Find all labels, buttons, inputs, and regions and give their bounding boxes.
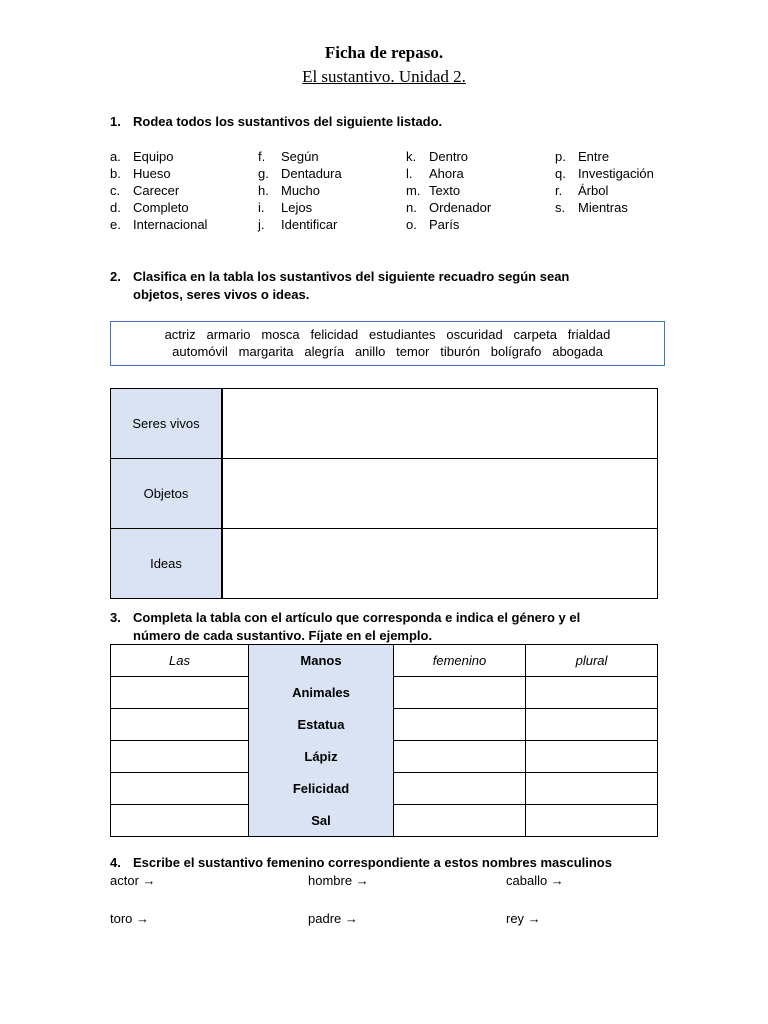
- masculine-noun-rey: rey →: [506, 911, 541, 926]
- row-label-seres-vivos: Seres vivos: [111, 389, 223, 459]
- question-4: [110, 854, 612, 872]
- classification-table: [110, 388, 658, 599]
- example-noun: Manos: [249, 645, 394, 677]
- example-gender: femenino: [394, 645, 526, 677]
- noun-cell: Estatua: [249, 709, 394, 741]
- noun-cell: Sal: [249, 805, 394, 837]
- question-text: Rodea todos los sustantivos del siguiente listado.: [133, 114, 443, 129]
- number-cell[interactable]: [526, 677, 658, 709]
- article-table: [110, 644, 658, 837]
- table-row: [111, 459, 658, 529]
- example-article: Las: [111, 645, 249, 677]
- table-row: [111, 645, 658, 677]
- question-text-line: objetos, seres vivos o ideas.: [133, 287, 310, 302]
- question-text-line: Clasifica en la tabla los sustantivos del siguiente recuadro según sean: [133, 269, 570, 284]
- table-row: [111, 805, 658, 837]
- article-cell[interactable]: [111, 677, 249, 709]
- masculine-noun-actor: actor →: [110, 873, 156, 888]
- table-row: [111, 529, 658, 599]
- article-cell[interactable]: [111, 773, 249, 805]
- question-text: Escribe el sustantivo femenino correspondiente a estos nombres masculinos: [133, 855, 612, 870]
- gender-cell[interactable]: [394, 805, 526, 837]
- number-cell[interactable]: [526, 805, 658, 837]
- answer-cell[interactable]: [222, 459, 658, 529]
- word-box-line: actriz armario mosca felicidad estudiantes oscuridad carpeta frialdad: [164, 327, 611, 342]
- question-3: [110, 609, 580, 645]
- masculine-noun-hombre: hombre →: [308, 873, 369, 888]
- number-cell[interactable]: [526, 773, 658, 805]
- worksheet-subtitle: El sustantivo. Unidad 2.: [302, 67, 466, 86]
- masculine-noun-caballo: caballo →: [506, 873, 564, 888]
- row-label-objetos: Objetos: [111, 459, 223, 529]
- article-cell[interactable]: [111, 741, 249, 773]
- gender-cell[interactable]: [394, 741, 526, 773]
- question-1: [110, 113, 442, 131]
- question-number: 4.: [110, 855, 121, 870]
- noun-cell: Felicidad: [249, 773, 394, 805]
- row-label-ideas: Ideas: [111, 529, 223, 599]
- table-row: [111, 677, 658, 709]
- noun-cell: Lápiz: [249, 741, 394, 773]
- masculine-noun-toro: toro →: [110, 911, 150, 926]
- word-box: [110, 321, 665, 366]
- example-number: plural: [526, 645, 658, 677]
- worksheet-title: Ficha de repaso.: [324, 43, 444, 62]
- word-box-line: automóvil margarita alegría anillo temor tiburón bolígrafo abogada: [172, 344, 603, 359]
- answer-cell[interactable]: [222, 389, 658, 459]
- table-row: [111, 741, 658, 773]
- gender-cell[interactable]: [394, 773, 526, 805]
- article-cell[interactable]: [111, 805, 249, 837]
- question-2: [110, 268, 569, 304]
- question-number: 1.: [110, 114, 121, 129]
- question-text-line: Completa la tabla con el artículo que corresponda e indica el género y el: [133, 610, 581, 625]
- gender-cell[interactable]: [394, 709, 526, 741]
- question-number: 3.: [110, 610, 121, 625]
- gender-cell[interactable]: [394, 677, 526, 709]
- number-cell[interactable]: [526, 741, 658, 773]
- table-row: [111, 773, 658, 805]
- noun-cell: Animales: [249, 677, 394, 709]
- table-row: [111, 389, 658, 459]
- article-cell[interactable]: [111, 709, 249, 741]
- number-cell[interactable]: [526, 709, 658, 741]
- table-row: [111, 709, 658, 741]
- question-number: 2.: [110, 269, 121, 284]
- question-text-line: número de cada sustantivo. Fíjate en el ejemplo.: [133, 628, 433, 643]
- masculine-noun-padre: padre →: [308, 911, 358, 926]
- answer-cell[interactable]: [222, 529, 658, 599]
